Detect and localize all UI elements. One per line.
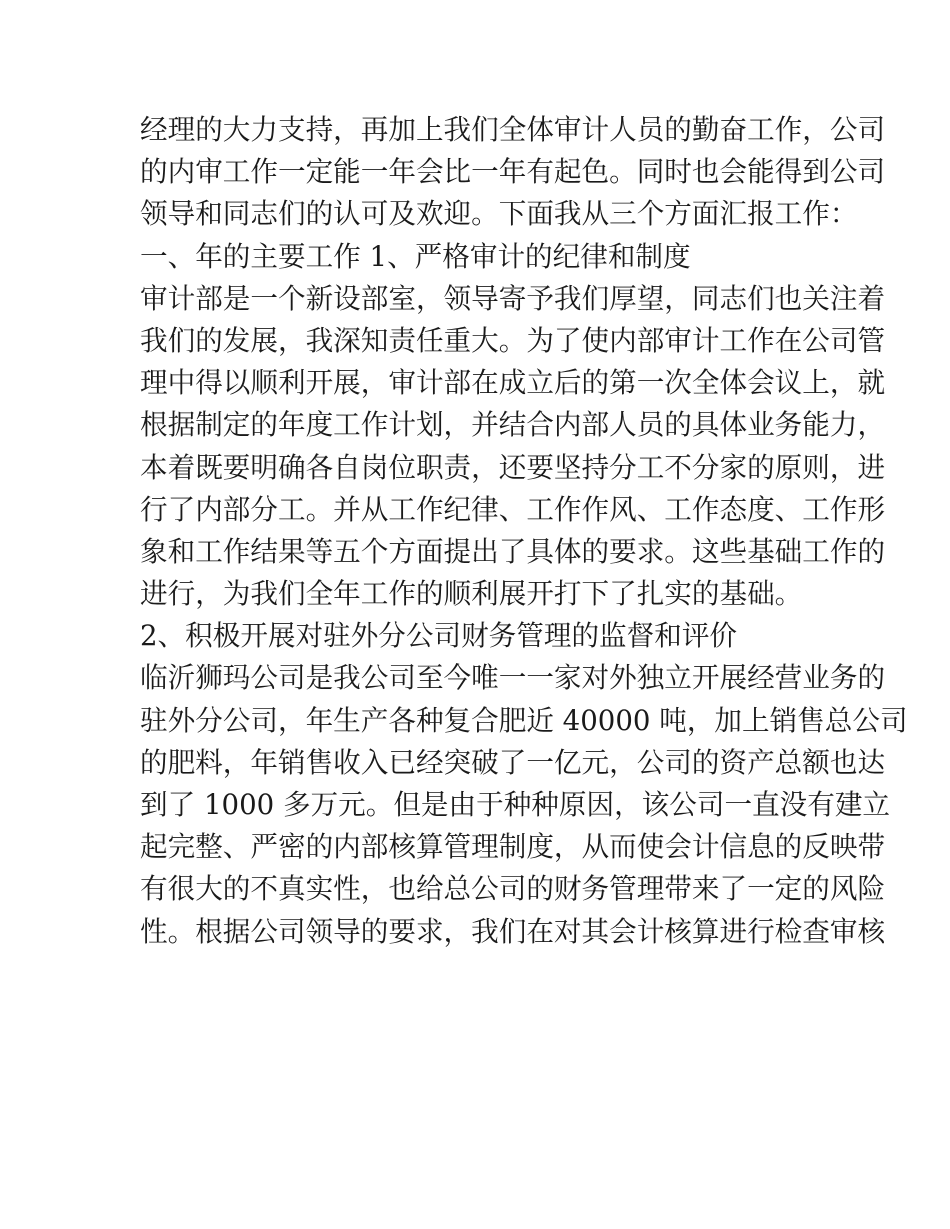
text-line: 经理的大力支持，再加上我们全体审计人员的勤奋工作，公司: [140, 113, 886, 146]
text-line: 的内审工作一定能一年会比一年有起色。同时也会能得到公司: [140, 155, 886, 189]
text-line: 象和工作结果等五个方面提出了具体的要求。这些基础工作的: [140, 534, 886, 568]
text-line: 进行，为我们全年工作的顺利展开打下了扎实的基础。: [140, 577, 803, 611]
text-line: 理中得以顺利开展，审计部在成立后的第一次全体会议上，就: [140, 366, 886, 400]
text-line: 本着既要明确各自岗位职责，还要坚持分工不分家的原则，进: [140, 450, 886, 484]
text-line: 的肥料，年销售收入已经突破了一亿元，公司的资产总额也达: [140, 745, 886, 779]
text-line: 我们的发展，我深知责任重大。为了使内部审计工作在公司管: [140, 323, 886, 357]
text-line: 有很大的不真实性，也给总公司的财务管理带来了一定的风险: [140, 872, 886, 906]
text-line: 根据制定的年度工作计划，并结合内部人员的具体业务能力，: [140, 408, 886, 442]
section-heading: 2、积极开展对驻外分公司财务管理的监督和评价: [140, 619, 738, 653]
text-line: 到了 1000 多万元。但是由于种种原因，该公司一直没有建立: [140, 788, 891, 821]
body-text: [140, 109, 908, 953]
text-line: 性。根据公司领导的要求，我们在对其会计核算进行检查审核: [140, 914, 886, 948]
text-line: 起完整、严密的内部核算管理制度，从而使会计信息的反映带: [140, 830, 886, 864]
text-line: 临沂狮玛公司是我公司至今唯一一家对外独立开展经营业务的: [140, 661, 886, 695]
text-line: 审计部是一个新设部室，领导寄予我们厚望，同志们也关注着: [140, 281, 886, 315]
text-line: 行了内部分工。并从工作纪律、工作作风、工作态度、工作形: [140, 492, 886, 526]
section-heading: 一、年的主要工作 1、严格审计的纪律和制度: [140, 239, 691, 273]
text-line: 领导和同志们的认可及欢迎。下面我从三个方面汇报工作：: [140, 197, 858, 231]
text-line: 驻外分公司，年生产各种复合肥近 40000 吨，加上销售总公司: [140, 703, 908, 737]
